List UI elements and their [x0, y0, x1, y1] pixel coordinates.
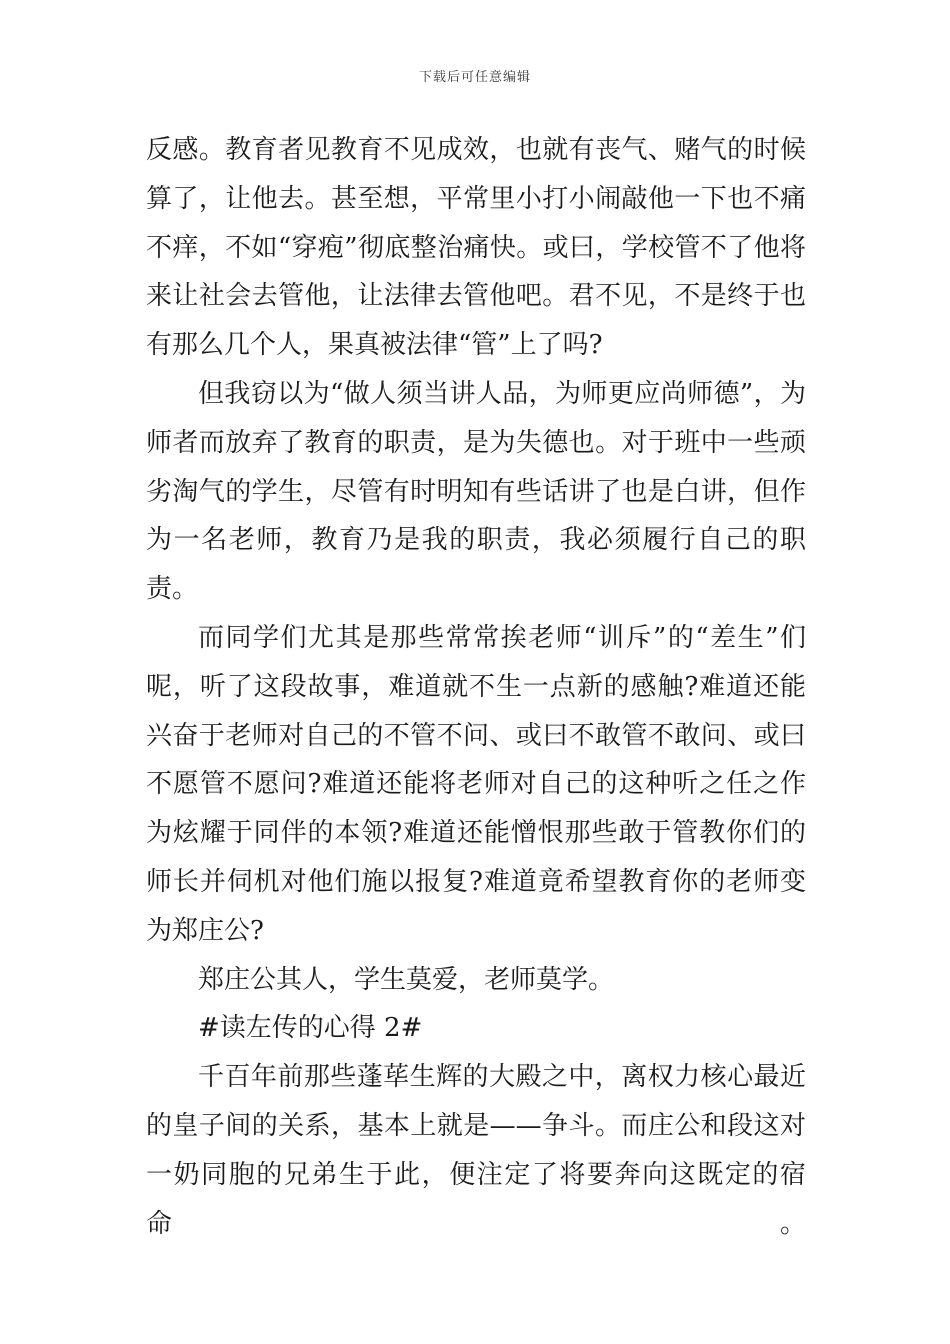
paragraph-palace-rivalry: 千百年前那些蓬荜生辉的大殿之中，离权力核心最近的皇子间的关系，基本上就是——争斗。而庄公和段这对一奶同胞的兄弟生于此，便注定了将要奔向这既定的宿命。 [146, 1062, 806, 1239]
paragraph-conclusion: 郑庄公其人，学生莫爱，老师莫学。 [198, 964, 615, 995]
document-body [146, 126, 806, 1248]
section-heading: #读左传的心得 2# [198, 1013, 423, 1044]
page-header: 下载后可任意编辑 [418, 70, 531, 85]
paragraph-students-reflection: 而同学们尤其是那些常常挨老师“训斥”的“差生”们呢，听了这段故事，难道就不生一点新的感触?难道还能兴奋于老师对自己的不管不问、或曰不敢管不敢问、或曰不愿管不愿问?难道还能将老师对自己的这种听之任之作为炫耀于同伴的本领?难道还能憎恨那些敢于管教你们的师长并伺机对他们施以报复?难道竟希望教育你的老师变为郑庄公? [146, 622, 806, 946]
paragraph-teacher-ethics: 但我窃以为“做人须当讲人品，为师更应尚师德”，为师者而放弃了教育的职责，是为失德也。对于班中一些顽劣淘气的学生，尽管有时明知有些话讲了也是白讲，但作为一名老师，教育乃是我的职责，我必须履行自己的职责。 [146, 378, 806, 605]
paragraph-continuation: 反感。教育者见教育不见成效，也就有丧气、赌气的时候算了，让他去。甚至想，平常里小打小闹敲他一下也不痛不痒，不如“穿疱”彻底整治痛快。或曰，学校管不了他将来让社会去管他，让法律去管他吧。君不见，不是终于也有那么几个人，果真被法律“管”上了吗? [146, 135, 806, 361]
